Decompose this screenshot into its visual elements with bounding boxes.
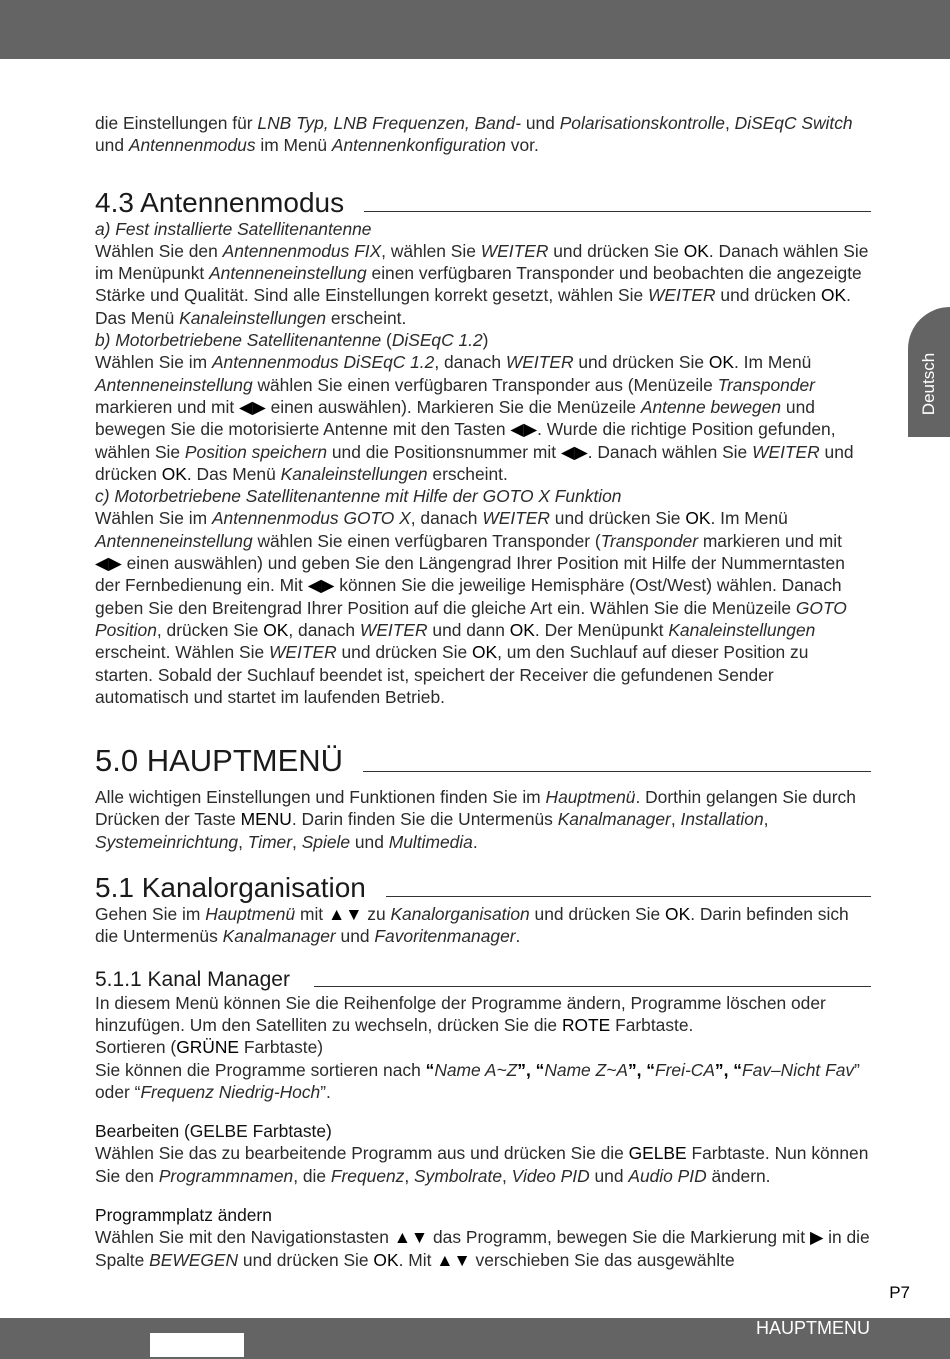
section-5-1-1-heading: 5.1.1 Kanal Manager [95, 968, 871, 992]
up-down-arrows-icon: ▲▼ [327, 904, 363, 925]
edit-text: Wählen Sie das zu bearbeitende Programm aus und drücken Sie die GELBE Farbtaste. Nun können Sie den Programmnamen, die Frequenz, Symbolrate, Video PID und Audio PID ändern. [95, 1143, 869, 1186]
heading-rule [363, 771, 871, 772]
section-5-1-text: Gehen Sie im Hauptmenü mit ▲▼ zu Kanalorganisation und drücken Sie OK. Darin befinden sich die Untermenüs Kanalmanager und Favoritenmanager. [95, 904, 849, 947]
footer-section-label: HAUPTMENU [755, 1318, 870, 1338]
left-right-arrows-icon: ◀▶ [560, 441, 588, 462]
section-5-1-1-text: In diesem Menü können Sie die Reihenfolge der Programme ändern, Programme löschen oder hinzufügen. Um den Satelliten zu wechseln, drücken Sie die ROTE Farbtaste. [95, 992, 826, 1035]
footer-swatch [150, 1333, 244, 1357]
intro-paragraph: die Einstellungen für LNB Typ, LNB Frequenzen, Band- und Polarisationskontrolle, DiSEqC Switch und Antennenmodus im Menü Antennenkonfiguration vor. [95, 113, 853, 156]
language-tab [908, 307, 950, 437]
heading-rule [386, 896, 871, 897]
sort-text: Sie können die Programme sortieren nach “Name A~Z”, “Name Z~A”, “Frei-CA”, “Fav–Nicht Fav” oder “Frequenz Niedrig-Hoch”. [95, 1059, 860, 1102]
edit-subheading: Bearbeiten (GELBE Farbtaste) [95, 1121, 332, 1142]
right-arrow-icon: ▶ [809, 1227, 824, 1248]
page-number: P7 [889, 1283, 910, 1302]
section-5-0-text: Alle wichtigen Einstellungen und Funktionen finden Sie im Hauptmenü. Dorthin gelangen Sie durch Drücken der Taste MENU. Darin finden Sie die Untermenüs Kanalmanager, Installation, Systemeinrichtung, Timer, Spiele und Multimedia. [95, 787, 856, 852]
section-5-1-heading: 5.1 Kanalorganisation [95, 873, 871, 903]
subsection-c-title: c) Motorbetriebene Satellitenantenne mit Hilfe der GOTO X Funktion [95, 486, 622, 507]
up-down-arrows-icon: ▲▼ [436, 1249, 471, 1270]
language-tab-label: Deutsch [919, 352, 938, 416]
left-right-arrows-icon: ◀▶ [95, 553, 122, 574]
document-body [95, 112, 871, 1271]
left-right-arrows-icon: ◀▶ [307, 575, 335, 596]
section-4-3-heading: 4.3 Antennenmodus [95, 188, 871, 218]
heading-rule [364, 211, 871, 212]
left-right-arrows-icon: ◀▶ [510, 419, 538, 440]
top-bar [0, 0, 950, 59]
subsection-b-text: Wählen Sie im Antennenmodus DiSEqC 1.2, danach WEITER und drücken Sie OK. Im Menü Antenneneinstellung wählen Sie einen verfügbaren Transponder aus (Menüzeile Transponder markieren und mit ◀▶ einen auswählen). Markieren Sie die Menüzeile Antenne bewegen und bewegen Sie die motorisierte Antenne mit den Tasten ◀▶. Wurde die richtige Position gefunden, wählen Sie Position speichern und die Positionsnummer mit ◀▶. Danach wählen Sie WEITER und drücken OK. Das Menü Kanaleinstellungen erscheint. [95, 352, 854, 484]
section-5-0-heading: 5.0 HAUPTMENÜ [95, 744, 871, 778]
subsection-c-text: Wählen Sie im Antennenmodus GOTO X, danach WEITER und drücken Sie OK. Im Menü Antenneneinstellung wählen Sie einen verfügbaren Transponder (Transponder markieren und mit ◀▶ einen auswählen) und geben Sie den Längengrad Ihrer Position mit Hilfe der Nummerntasten der Fernbedienung ein. Mit ◀▶ können Sie die jeweilige Hemisphäre (Ost/West) wählen. Danach geben Sie den Breitengrad Ihrer Position auf die gleiche Art ein. Wählen Sie die Menüzeile GOTO Position, drücken Sie OK, danach WEITER und dann OK. Der Menüpunkt Kanaleinstellungen erscheint. Wählen Sie WEITER und drücken Sie OK, um den Suchlauf auf dieser Position zu starten. Sobald der Suchlauf beendet ist, speichert der Receiver die gefundenen Sender automatisch und startet im laufenden Betrieb. [95, 508, 847, 707]
heading-rule [314, 986, 871, 987]
sort-label: Sortieren (GRÜNE Farbtaste) [95, 1037, 324, 1058]
move-subheading: Programmplatz ändern [95, 1204, 272, 1225]
subsection-a-text: Wählen Sie den Antennenmodus FIX, wählen Sie WEITER und drücken Sie OK. Danach wählen Sie im Menüpunkt Antenneneinstellung einen verfügbaren Transponder und beobachten die angezeigte Stärke und Qualität. Sind alle Einstellungen korrekt gesetzt, wählen Sie WEITER und drücken OK. Das Menü Kanaleinstellungen erscheint. [95, 240, 869, 328]
move-text: Wählen Sie mit den Navigationstasten ▲▼ das Programm, bewegen Sie die Markierung mit ▶ in die Spalte BEWEGEN und drücken Sie OK. Mit ▲▼ verschieben Sie das ausgewählte [95, 1227, 870, 1270]
up-down-arrows-icon: ▲▼ [393, 1227, 429, 1248]
subsection-b-title: b) Motorbetriebene Satellitenantenne (DiSEqC 1.2) [95, 330, 489, 351]
subsection-a-title: a) Fest installierte Satellitenantenne [95, 218, 372, 239]
left-right-arrows-icon: ◀▶ [239, 396, 266, 417]
